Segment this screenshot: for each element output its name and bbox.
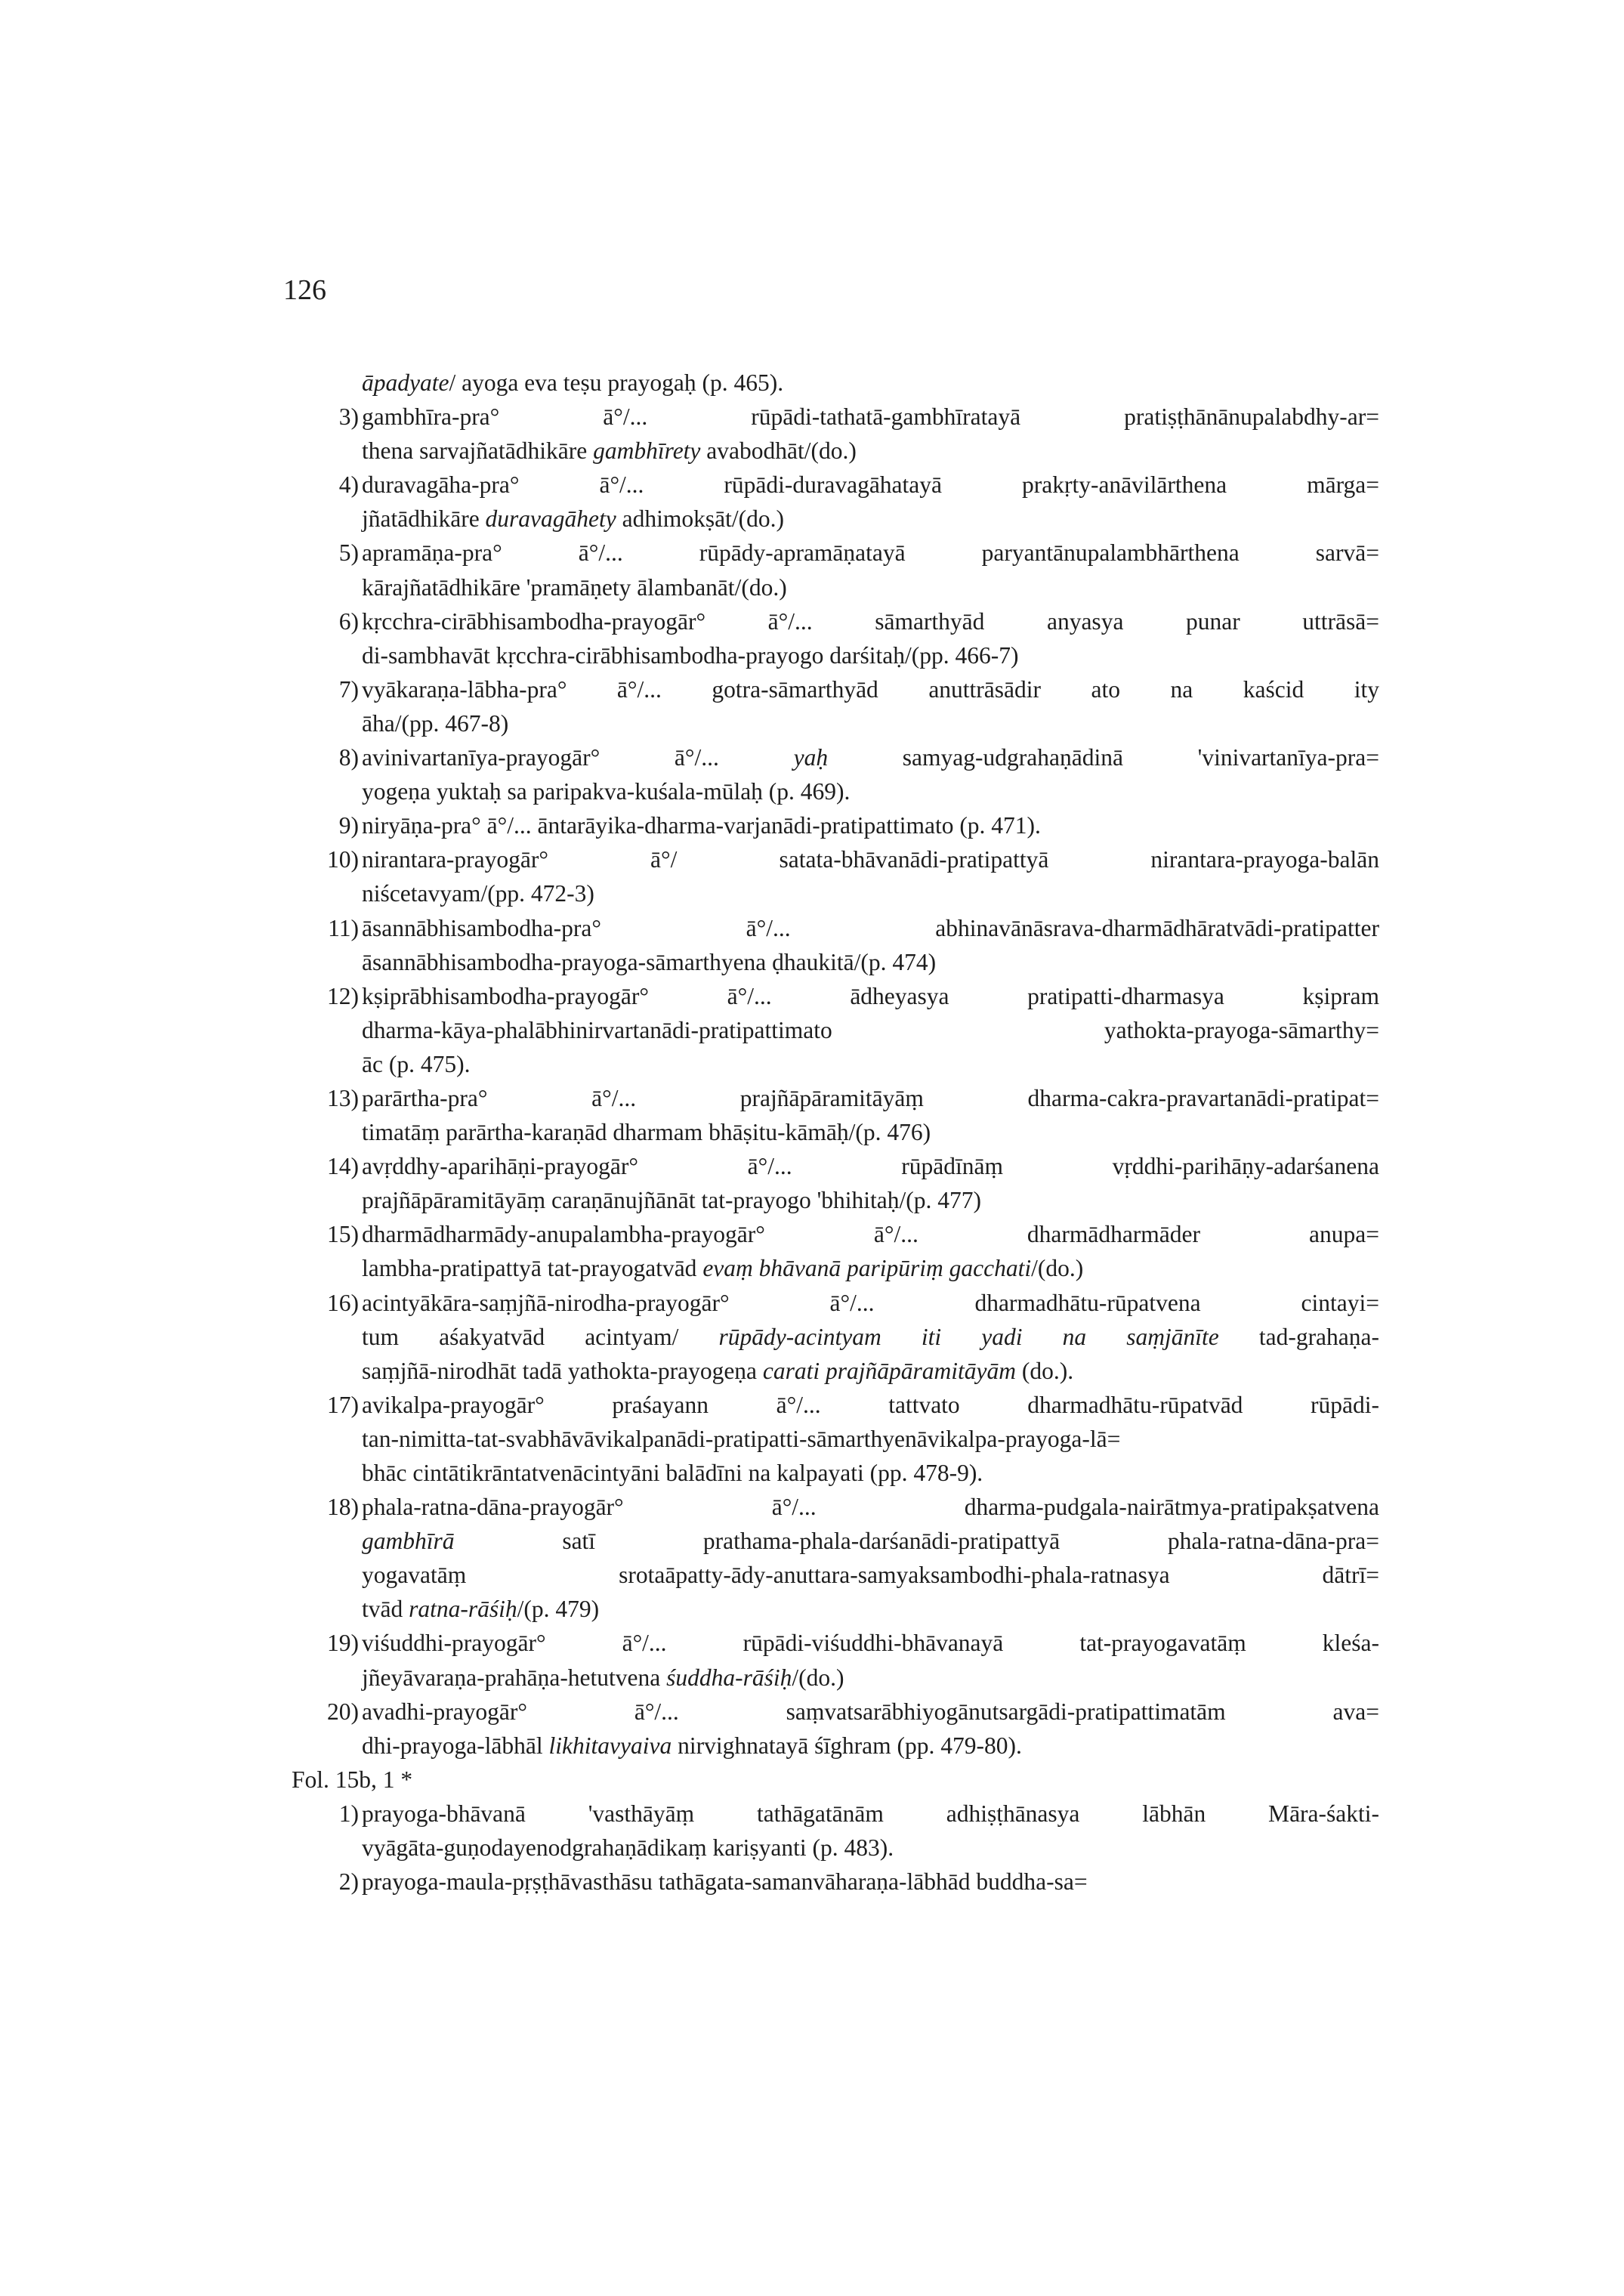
text-segment: rūpādy-acintyam iti yadi — [718, 1323, 1063, 1350]
text-segment: avadhi-prayogār° ā°/... saṃvatsarābhiyogānutsargādi-pratipattimatām ava= — [362, 1698, 1379, 1725]
text-line — [362, 1831, 1379, 1865]
text-segment: viśuddhi-prayogār° ā°/... rūpādi-viśuddhi-bhāvanayā tat-prayogavatāṃ kleśa- — [362, 1630, 1379, 1657]
text-segment: vyākaraṇa-lābha-pra° ā°/... gotra-sāmarthyād anuttrāsādir ato na kaścid ity — [362, 675, 1379, 703]
text-line — [362, 1388, 1379, 1422]
list-item — [292, 1490, 1379, 1626]
text-segment: śuddha-rāśiḥ — [666, 1664, 792, 1691]
text-segment: evaṃ bhāvanā paripūriṃ gacchati — [702, 1255, 1032, 1282]
text-segment: āha/(pp. 467-8) — [362, 709, 509, 737]
text-segment: tvād — [362, 1596, 409, 1623]
list-item — [292, 672, 1379, 740]
text-segment: niryāṇa-pra° ā°/... āntarāyika-dharma-varjanādi-pratipattimato (p. 471). — [362, 812, 1041, 839]
text-segment: dharmādharmādy-anupalambha-prayogār° ā°/... dharmādharmāder anupa= — [362, 1221, 1379, 1248]
text-segment: avabodhāt/(do.) — [700, 437, 857, 465]
text-segment: phala-ratna-dāna-prayogār° ā°/... dharma-pudgala-nairātmya-pratipakṣatvena — [362, 1494, 1379, 1521]
text-segment: tum aśakyatvād acintyam/ — [362, 1323, 719, 1350]
text-segment: avikalpa-prayogār° praśayann ā°/... tattvato dharmadhātu-rūpatvād rūpādi- — [362, 1391, 1379, 1418]
text-segment: thena sarvajñatādhikāre — [362, 437, 594, 465]
list-item — [292, 536, 1379, 604]
list-item — [292, 979, 1379, 1081]
text-segment: niścetavyam/(pp. 472-3) — [362, 880, 594, 907]
text-segment: duravagāha-pra° ā°/... rūpādi-duravagāhatayā prakṛty-anāvilārthena mārga= — [362, 471, 1379, 499]
intro-rest: / ayoga eva teṣu prayogaḥ (p. 465). — [449, 369, 784, 396]
text-segment: prajñāpāramitāyāṃ caraṇānujñānāt tat-prayogo 'bhihitaḥ/(p. 477) — [362, 1187, 981, 1214]
text-segment: parārtha-pra° ā°/... prajñāpāramitāyāṃ dharma-cakra-pravartanādi-pratipat= — [362, 1084, 1379, 1111]
text-segment: satī prathama-phala-darśanādi-pratipattyā phala-ratna-dāna-pra= — [454, 1528, 1379, 1555]
text-line — [362, 1047, 1379, 1081]
list-item — [292, 1149, 1379, 1217]
text-segment: ratna-rāśiḥ — [409, 1596, 517, 1623]
item-number: 8) — [338, 744, 359, 771]
text-segment: /(p. 479) — [517, 1596, 600, 1623]
item-number: 12) — [327, 982, 359, 1009]
text-line — [362, 638, 1379, 672]
item-number: 19) — [327, 1630, 359, 1657]
text-line — [362, 1115, 1379, 1149]
text-segment: timatāṃ parārtha-karaṇād dharmam bhāṣitu-kāmāḥ/(p. 476) — [362, 1119, 931, 1146]
text-line — [362, 911, 1379, 945]
text-line — [362, 1422, 1379, 1456]
item-number: 14) — [327, 1153, 359, 1180]
text-line — [362, 604, 1379, 638]
item-number: 13) — [327, 1084, 359, 1111]
text-segment: di-sambhavāt kṛcchra-cirābhisambodha-prayogo darśitaḥ/(pp. 466-7) — [362, 641, 1019, 669]
text-line — [362, 842, 1379, 876]
text-segment: duravagāhety — [485, 505, 616, 533]
item-number: 7) — [338, 675, 359, 703]
text-line — [362, 1217, 1379, 1251]
text-line — [362, 570, 1379, 604]
text-line — [362, 1558, 1379, 1592]
text-segment: tan-nimitta-tat-svabhāvāvikalpanādi-pratipatti-sāmarthyenāvikalpa-prayoga-lā= — [362, 1425, 1121, 1452]
text-segment: āsannābhisambodha-pra° ā°/... abhinavānāsrava-dharmādhāratvādi-pratipatter — [362, 914, 1379, 941]
text-line — [362, 502, 1379, 536]
text-segment: /(do.) — [1031, 1255, 1084, 1282]
list-item — [292, 604, 1379, 672]
text-line — [362, 706, 1379, 740]
text-segment: gambhīrā — [362, 1528, 455, 1555]
body-text — [292, 366, 1379, 1899]
text-segment: dharma-kāya-phalābhinirvartanādi-pratipattimato yathokta-prayoga-sāmarthy= — [362, 1016, 1379, 1043]
list-item — [292, 740, 1379, 808]
text-line — [362, 536, 1379, 570]
text-line — [362, 1661, 1379, 1695]
item-number: 2) — [338, 1868, 359, 1896]
text-segment: (do.). — [1016, 1357, 1074, 1384]
text-line — [362, 672, 1379, 706]
list-item — [292, 842, 1379, 910]
text-segment: prayoga-maula-pṛṣṭhāvasthāsu tathāgata-samanvāharaṇa-lābhād buddha-sa= — [362, 1868, 1088, 1896]
text-segment: bhāc cintātikrāntatvenācintyāni balādīni na kalpayati (pp. 478-9). — [362, 1460, 983, 1486]
item-number: 17) — [327, 1391, 359, 1418]
text-segment: likhitavyaiva — [548, 1732, 672, 1759]
item-number: 11) — [328, 914, 359, 941]
text-line — [362, 1286, 1379, 1320]
text-segment: āsannābhisambodha-prayoga-sāmarthyena ḍhaukitā/(p. 474) — [362, 948, 937, 975]
text-segment: nirvighnatayā śīghram (pp. 479-80). — [672, 1732, 1022, 1759]
text-segment: jñeyāvaraṇa-prahāṇa-hetutvena — [362, 1664, 667, 1691]
text-line — [362, 876, 1379, 910]
text-line — [362, 1149, 1379, 1183]
text-segment: gambhīra-pra° ā°/... rūpādi-tathatā-gambhīratayā pratiṣṭhānānupalabdhy-ar= — [362, 403, 1379, 431]
text-line — [362, 1797, 1379, 1831]
list-item — [292, 1865, 1379, 1899]
text-segment: yaḥ — [793, 744, 829, 771]
item-number: 20) — [327, 1698, 359, 1725]
text-line — [362, 1524, 1379, 1558]
text-segment: carati prajñāpāramitāyām — [762, 1357, 1017, 1384]
item-number: 3) — [338, 403, 359, 431]
text-line — [362, 1695, 1379, 1729]
text-line — [362, 1626, 1379, 1660]
text-line — [362, 1320, 1379, 1354]
intro-italic: āpadyate — [362, 369, 449, 396]
text-segment: avinivartanīya-prayogār° ā°/... — [362, 744, 794, 771]
text-line — [362, 979, 1379, 1013]
list-item — [292, 468, 1379, 536]
text-segment: gambhīrety — [593, 437, 701, 465]
text-segment: prayoga-bhāvanā 'vasthāyāṃ tathāgatānām adhiṣṭhānasya lābhān Māra-śakti- — [362, 1800, 1379, 1827]
list-item — [292, 1217, 1379, 1285]
text-segment: acintyākāra-saṃjñā-nirodha-prayogār° ā°/... dharmadhātu-rūpatvena cintayi= — [362, 1289, 1379, 1316]
list-item — [292, 1695, 1379, 1763]
text-segment: samyag-udgrahaṇādinā 'vinivartanīya-pra= — [828, 744, 1379, 771]
item-number: 9) — [338, 812, 359, 839]
page-number: 126 — [283, 274, 326, 306]
text-segment: tad-grahaṇa- — [1218, 1323, 1379, 1350]
text-line — [362, 740, 1379, 774]
list-item — [292, 1797, 1379, 1865]
text-line — [362, 945, 1379, 979]
text-line — [362, 1865, 1379, 1899]
text-line — [362, 1456, 1379, 1490]
text-segment: dhi-prayoga-lābhāl — [362, 1732, 549, 1759]
list-item — [292, 400, 1379, 468]
folio-entries-list — [292, 1797, 1379, 1899]
text-segment: lambha-pratipattyā tat-prayogatvād — [362, 1255, 703, 1282]
text-segment: adhimokṣāt/(do.) — [616, 505, 784, 533]
text-line — [362, 1251, 1379, 1285]
text-segment: avṛddhy-aparihāṇi-prayogār° ā°/... rūpādīnāṃ vṛddhi-parihāṇy-adarśanena — [362, 1153, 1379, 1180]
item-number: 10) — [327, 846, 359, 873]
text-segment: kṛcchra-cirābhisambodha-prayogār° ā°/... sāmarthyād anyasya punar uttrāsā= — [362, 607, 1379, 635]
folio-heading: Fol. 15b, 1 * — [292, 1766, 413, 1793]
text-segment: na saṃjānīte — [1062, 1323, 1219, 1350]
list-item — [292, 1388, 1379, 1490]
text-segment: apramāṇa-pra° ā°/... rūpādy-apramāṇatayā paryantānupalambhārthena sarvā= — [362, 539, 1379, 567]
text-line — [362, 400, 1379, 434]
item-number: 6) — [338, 607, 359, 635]
item-number: 16) — [327, 1289, 359, 1316]
text-segment: kārajñatādhikāre 'pramāṇety ālambanāt/(do.) — [362, 573, 787, 601]
text-line — [362, 434, 1379, 468]
text-line — [362, 808, 1379, 842]
text-segment: yogavatāṃ srotaāpatty-ādy-anuttara-samyaksambodhi-phala-ratnasya dātrī= — [362, 1562, 1379, 1589]
list-item — [292, 1626, 1379, 1694]
text-line — [362, 1729, 1379, 1763]
text-line — [362, 1013, 1379, 1047]
item-number: 18) — [327, 1494, 359, 1521]
item-number: 4) — [338, 471, 359, 499]
text-line — [362, 1183, 1379, 1217]
text-segment: saṃjñā-nirodhāt tadā yathokta-prayogeṇa — [362, 1357, 763, 1384]
entries-list — [292, 400, 1379, 1763]
text-line — [362, 774, 1379, 808]
item-number: 5) — [338, 539, 359, 567]
text-segment: kṣiprābhisambodha-prayogār° ā°/... ādheyasya pratipatti-dharmasya kṣipram — [362, 982, 1379, 1009]
list-item — [292, 1081, 1379, 1149]
text-line — [362, 1354, 1379, 1388]
text-line — [362, 1490, 1379, 1524]
list-item — [292, 808, 1379, 842]
text-segment: yogeṇa yuktaḥ sa paripakva-kuśala-mūlaḥ (p. 469). — [362, 778, 851, 805]
text-line — [362, 468, 1379, 502]
text-line — [362, 1081, 1379, 1115]
list-item — [292, 911, 1379, 979]
item-number: 15) — [327, 1221, 359, 1248]
list-item — [292, 1286, 1379, 1388]
item-number: 1) — [338, 1800, 359, 1827]
text-line — [362, 1592, 1379, 1626]
text-segment: /(do.) — [792, 1664, 844, 1691]
intro-line — [292, 366, 1379, 400]
text-segment: vyāgāta-guṇodayenodgrahaṇādikaṃ kariṣyanti (p. 483). — [362, 1834, 894, 1862]
text-segment: nirantara-prayogār° ā°/ satata-bhāvanādi-pratipattyā nirantara-prayoga-balān — [362, 846, 1379, 873]
text-segment: jñatādhikāre — [362, 505, 486, 533]
text-segment: āc (p. 475). — [362, 1050, 471, 1077]
